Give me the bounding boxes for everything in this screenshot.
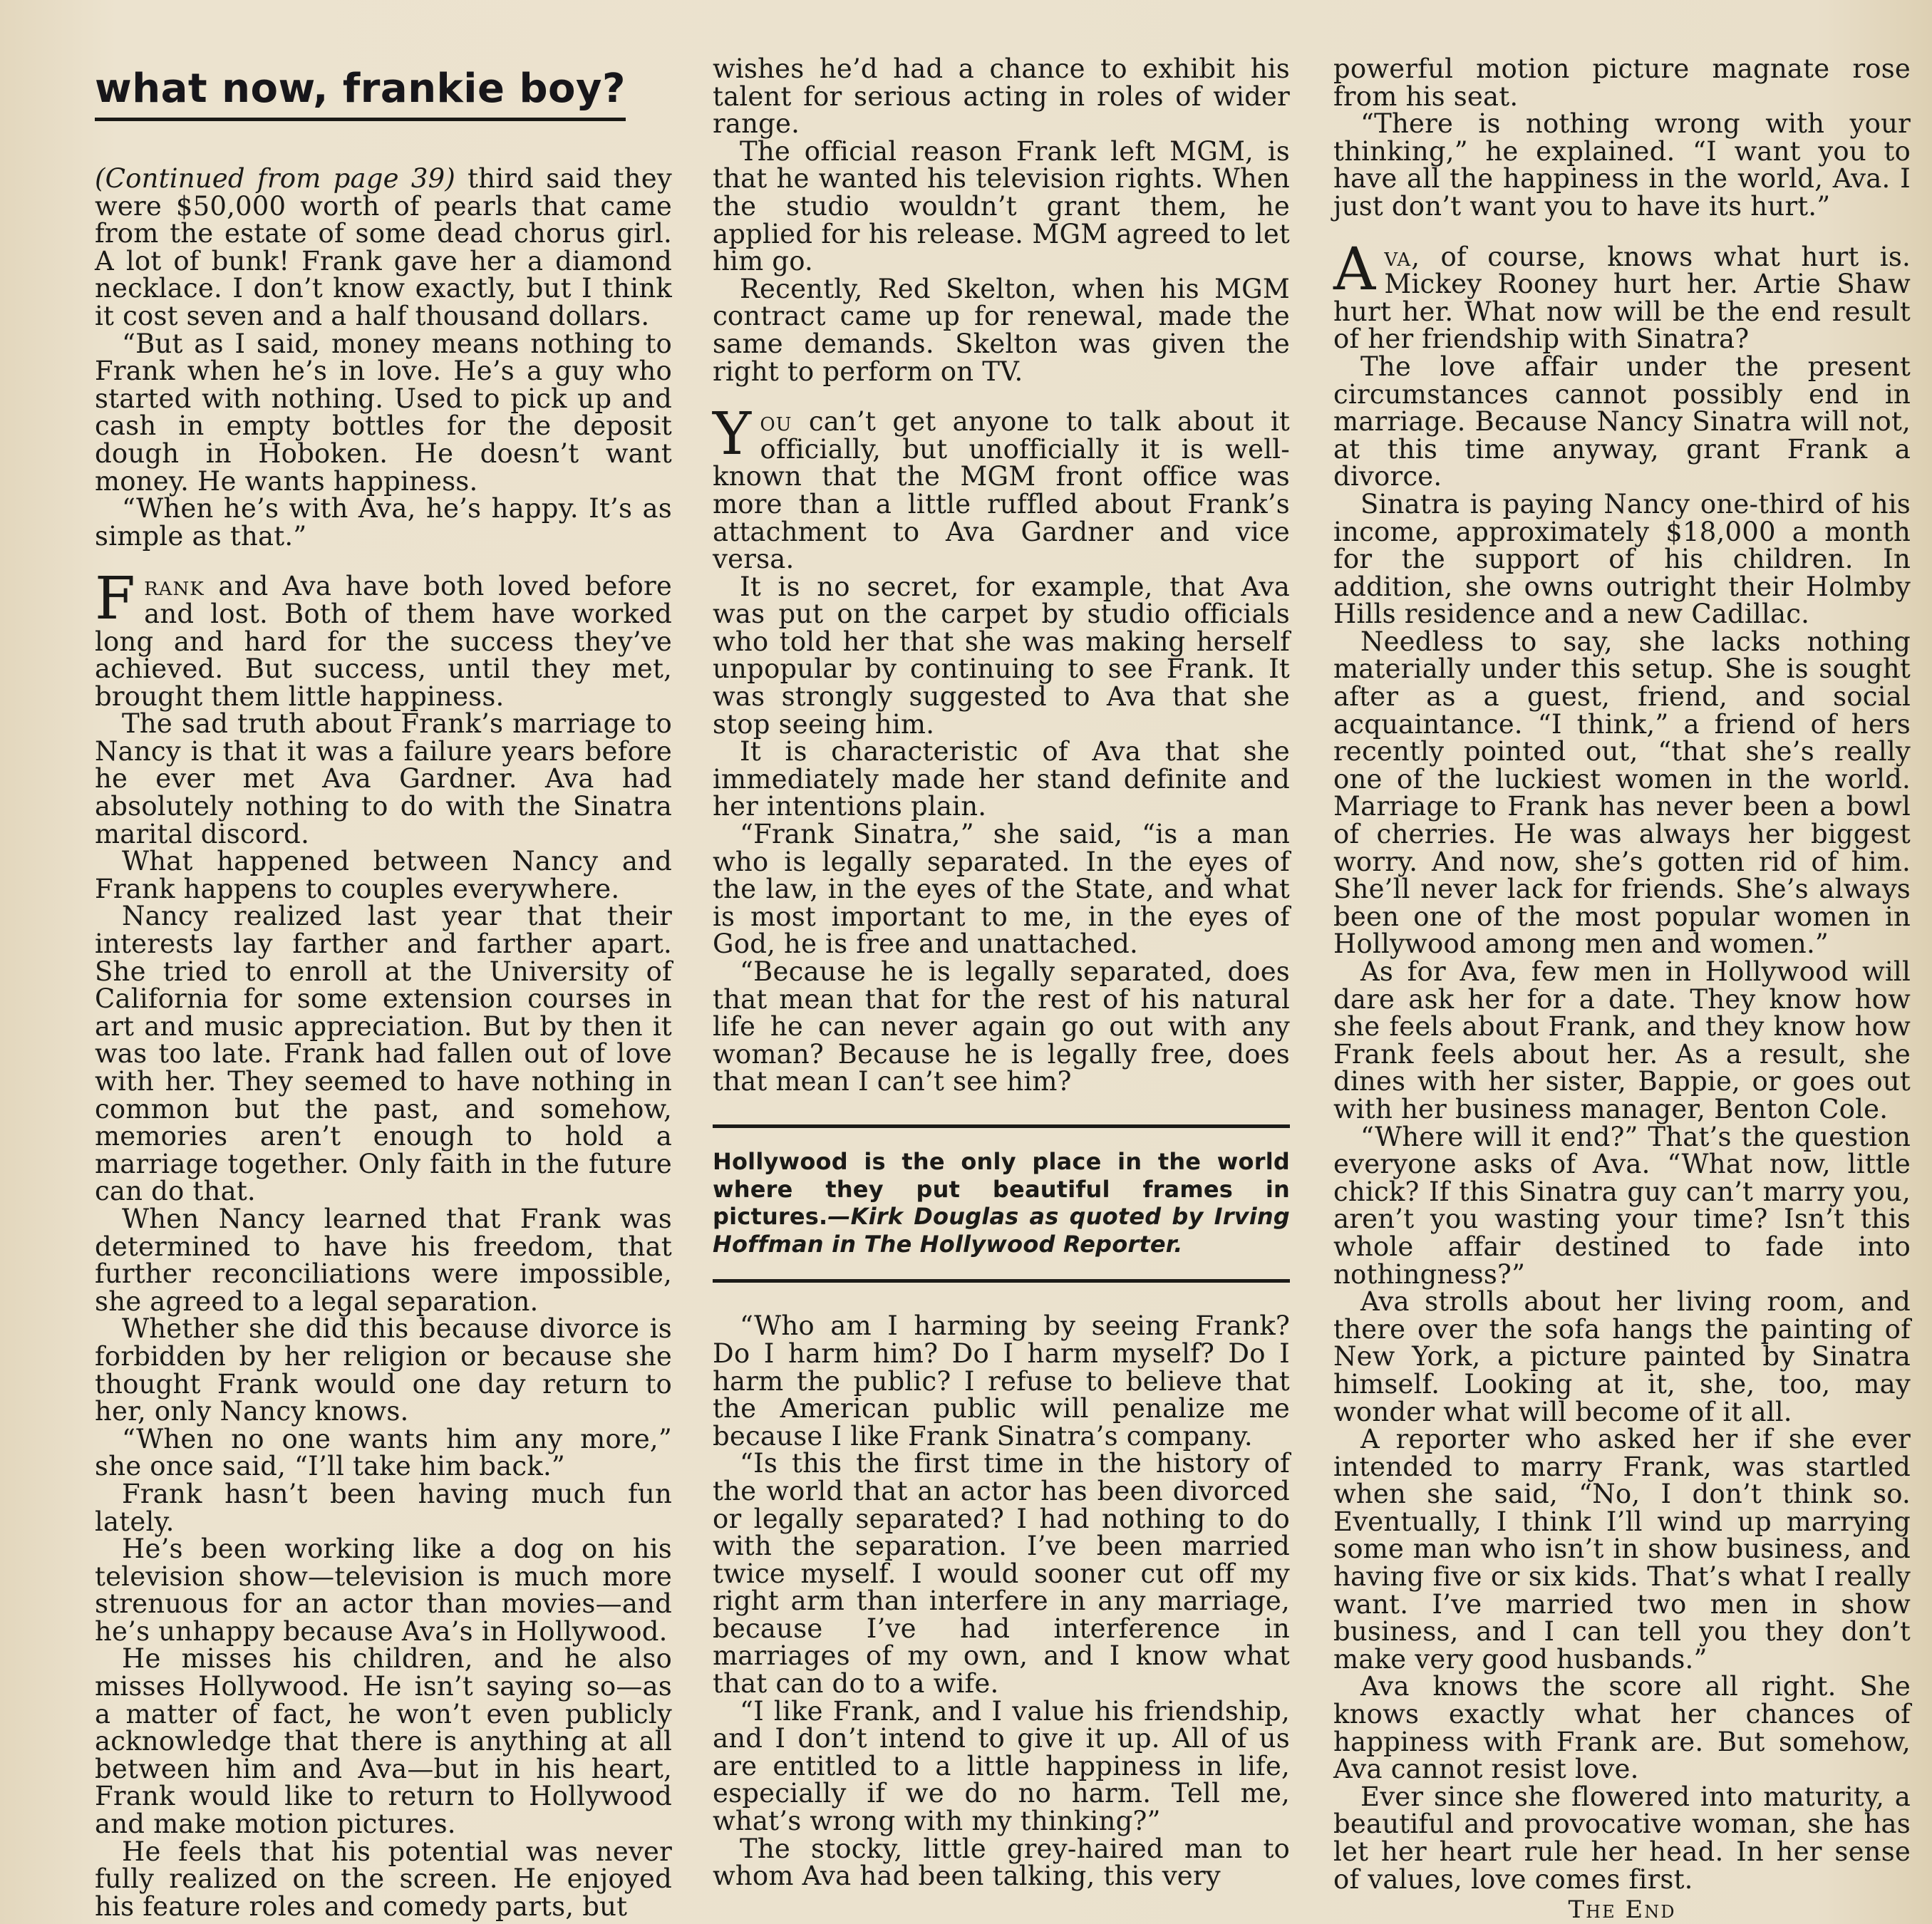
paragraph: When Nancy learned that Frank was determined to have his freedom, that further reconciliations were impossible, she agreed to a legal separation. [95, 1203, 672, 1317]
paragraph: The sad truth about Frank’s marriage to Nancy is that it was a failure years before he ever met Ava Gardner. Ava had absolutely nothing to do with the Sinatra marital discord. [95, 708, 672, 849]
paragraph: “Is this the first time in the history of the world that an actor has been divorced or legally separated? I had nothing to do with the separation. I’ve been married twice myself. I would sooner cut off my right arm than interfere in any marriage, because I’ve had interference in marriages of my own, and I know what that can do to a wife. [713, 1448, 1290, 1700]
paragraph: Recently, Red Skelton, when his MGM contract came up for renewal, made the same demands. Skelton was given the right to perform on TV. [713, 273, 1290, 387]
pull-quote-attribution: —Kirk Douglas as quoted by Irving Hoffman in The Hollywood Reporter. [713, 1203, 1290, 1258]
paragraph: He misses his children, and he also misses Hollywood. He isn’t saying so—as a matter of fact, he won’t even publicly acknowledge that there is anything at all between him and Ava—but in his heart, Frank would like to return to Hollywood and make motion pictures. [95, 1643, 672, 1840]
drop-cap: Y [713, 400, 752, 469]
paragraph: The official reason Frank left MGM, is that he wanted his television rights. When the studio wouldn’t grant them, he applied for his release. MGM agreed to let him go. [713, 135, 1290, 277]
paragraph: It is no secret, for example, that Ava was put on the carpet by studio officials who told her that she was making herself unpopular by continuing to see Frank. It was strongly suggested to Ava that she stop seeing him. [713, 571, 1290, 740]
pull-quote-text: Hollywood is the only place in the world where they put beautiful frames in pictures. [713, 1147, 1290, 1231]
paragraph: “When he’s with Ava, he’s happy. It’s as simple as that.” [95, 493, 672, 552]
paragraph: What happened between Nancy and Frank happens to couples everywhere. [95, 846, 672, 904]
paragraph: As for Ava, few men in Hollywood will dare ask her for a date. They know how she feels about Frank, and they know how Frank feels about her. As a result, she dines with her sister, Bappie, or goes out with her business manager, Benton Cole. [1333, 956, 1911, 1124]
paragraph-text: third said they were $50,000 worth of pearls that came from the estate of some dead chorus girl. A lot of bunk! Frank gave her a diamond necklace. I don’t know exactly, but I think it cost seven and a half thousand dollars. [95, 163, 673, 331]
paragraph: powerful motion picture magnate rose from his seat. [1333, 53, 1911, 112]
paragraph: “When no one wants him any more,” she once said, “I’ll take him back.” [95, 1423, 672, 1482]
paragraph: It is characteristic of Ava that she immediately made her stand definite and her intentions plain. [713, 736, 1290, 822]
paragraph [95, 565, 672, 712]
paragraph-text: can’t get anyone to talk about it officially, but unofficially it is well-known that the MGM front office was more than a little ruffled about Frank’s attachment to Ava Gardner and vice versa. [713, 406, 1290, 575]
paragraph [1333, 235, 1911, 355]
continued-note: (Continued from page 39) [95, 163, 456, 194]
paragraph: Ava knows the score all right. She knows exactly what her chances of happiness with Frank are. But somehow, Ava cannot resist love. [1333, 1671, 1911, 1785]
paragraph [95, 165, 672, 331]
paragraph: The stocky, little grey-haired man to whom Ava had been talking, this very [713, 1833, 1290, 1892]
paragraph: He’s been working like a dog on his television show—television is much more strenuous for an actor than movies—and he’s unhappy because Ava’s in Hollywood. [95, 1533, 672, 1647]
paragraph: The love affair under the present circumstances cannot possibly end in marriage. Because Nancy Sinatra will not, at this time anyway, grant Frank a divorce. [1333, 351, 1911, 492]
column-3 [1333, 53, 1911, 1924]
drop-cap-rest: va [1384, 241, 1412, 272]
the-end-mark: The End [1568, 1895, 1676, 1924]
paragraph: “Who am I harming by seeing Frank? Do I harm him? Do I harm myself? Do I harm the public? I refuse to believe that the American public will penalize me because I like Frank Sinatra’s company. [713, 1310, 1290, 1452]
paragraph-text: and Ava have both loved before and lost. Both of them have worked long and hard for the success they’ve achieved. But success, until they met, brought them little happiness. [95, 571, 672, 712]
drop-cap-rest: rank [144, 571, 205, 602]
paragraph: Sinatra is paying Nancy one-third of his income, approximately $18,000 a month for the support of his children. In addition, she owns outright their Holmby Hills residence and a new Cadillac. [1333, 488, 1911, 630]
paragraph: Frank hasn’t been having much fun lately. [95, 1478, 672, 1537]
paragraph: Needless to say, she lacks nothing materially under this setup. She is sought after as a guest, friend, and social acquaintance. “I think,” a friend of hers recently pointed out, “that she’s really one of the luckiest women in the world. Marriage to Frank has never been a bowl of cherries. He was always her biggest worry. And now, she’s gotten rid of him. She’ll never lack for friends. She’s always been one of the most popular women in Hollywood among men and women.” [1333, 626, 1911, 960]
paragraph-text: , of course, knows what hurt is. Mickey Rooney hurt her. Artie Shaw hurt her. What now will be the end result of her friendship with Sinatra? [1333, 241, 1911, 355]
paragraph: wishes he’d had a chance to exhibit his talent for serious acting in roles of wider range. [713, 53, 1290, 140]
paragraph: “But as I said, money means nothing to Frank when he’s in love. He’s a guy who started with nothing. Used to pick up and cash in empty bottles for the deposit dough in Hoboken. He doesn’t want money. He wants happiness. [95, 328, 672, 497]
paragraph: Ever since she flowered into maturity, a beautiful and provocative woman, she has let her heart rule her head. In her sense of values, love comes first. [1333, 1781, 1911, 1895]
paragraph: He feels that his potential was never fully realized on the screen. He enjoyed his feature roles and comedy parts, but [95, 1836, 672, 1922]
paragraph: “There is nothing wrong with your thinking,” he explained. “I want you to have all the happiness in the world, Ava. I just don’t want you to have its hurt.” [1333, 108, 1911, 222]
paragraph: “I like Frank, and I value his friendship, and I don’t intend to give it up. All of us are entitled to a little happiness in life, especially if we do no harm. Tell me, what’s wrong with my thinking?” [713, 1695, 1290, 1837]
paragraph: A reporter who asked her if she ever intended to marry Frank, was startled when she said, “No, I don’t think so. Eventually, I think I’ll wind up marrying some man who isn’t in show business, and having five or six kids. That’s what I really want. I’ve married two men in show business, and I can tell you they don’t make very good husbands.” [1333, 1424, 1911, 1675]
drop-cap-rest: ou [760, 406, 792, 438]
column-2 [713, 53, 1290, 1892]
drop-cap: F [95, 565, 136, 633]
paragraph: Ava strolls about her living room, and there over the sofa hangs the painting of New York, a picture painted by Sinatra himself. Looking at it, she, too, may wonder what will become of it all. [1333, 1286, 1911, 1427]
paragraph: “Where will it end?” That’s the question everyone asks of Ava. “What now, little chick? If this Sinatra guy can’t marry you, aren’t you wasting your time? Isn’t this whole affair destined to fade into nothingness?” [1333, 1121, 1911, 1290]
paragraph: Nancy realized last year that their interests lay farther and farther apart. She tried to enroll at the University of California for some extension courses in art and music appreciation. But by then it was too late. Frank had fallen out of love with her. They seemed to have nothing in common but the past, and somehow, memories aren’t enough to hold a marriage together. Only faith in the future can do that. [95, 901, 672, 1207]
drop-cap: A [1333, 235, 1376, 304]
paragraph: “Frank Sinatra,” she said, “is a man who is legally separated. In the eyes of the law, in the eyes of the State, and what is most important to me, in the eyes of God, he is free and unattached. [713, 819, 1290, 960]
pull-quote-box [713, 1124, 1290, 1283]
paragraph: “Because he is legally separated, does that mean that for the rest of his natural life he can never again go out with any woman? Because he is legally free, does that mean I can’t see him? [713, 956, 1290, 1097]
paragraph: Whether she did this because divorce is forbidden by her religion or because she thought Frank would one day return to her, only Nancy knows. [95, 1313, 672, 1427]
column-1 [95, 165, 672, 1920]
paragraph [713, 400, 1290, 575]
article-headline: what now, frankie boy? [95, 66, 626, 121]
